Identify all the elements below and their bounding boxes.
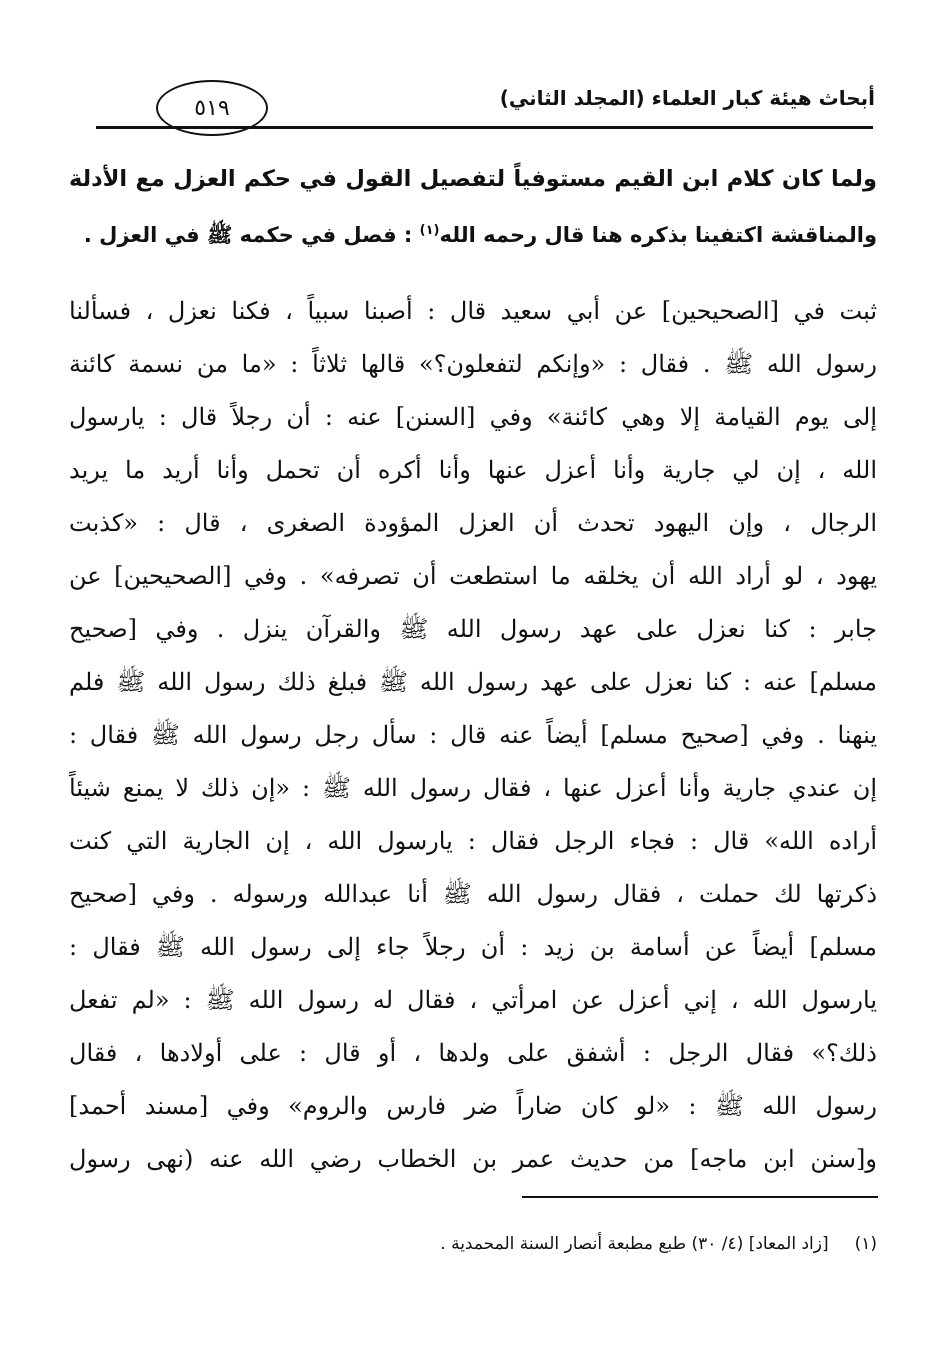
body-line: ينهنا . وفي [صحيح مسلم] أيضاً عنه قال : سأل رجل رسول الله ﷺ فقال : xyxy=(69,721,878,749)
footnote-number: (١) xyxy=(854,1234,877,1254)
intro-line-1: ولما كان كلام ابن القيم مستوفياً لتفصيل القول في حكم العزل مع الأدلة xyxy=(69,166,877,192)
body-line: الرجال ، وإن اليهود تحدث أن العزل المؤودة الصغرى ، قال : «كذبت xyxy=(69,509,877,537)
body-line: رسول الله ﷺ . فقال : «وإنكم لتفعلون؟» قالها ثلاثاً : «ما من نسمة كائنة xyxy=(69,350,877,378)
body-line: الله ، إن لي جارية وأنا أعزل عنها وأنا أكره أن تحمل وأنا أريد ما يريد xyxy=(69,456,877,484)
body-line: مسلم] أيضاً عن أسامة بن زيد : أن رجلاً جاء إلى رسول الله ﷺ فقال : xyxy=(69,933,877,961)
body-line: أراده الله» قال : فجاء الرجل فقال : يارسول الله ، إن الجارية التي كنت xyxy=(69,827,877,855)
body-line: و[سنن ابن ماجه] من حديث عمر بن الخطاب رضي الله عنه (نهى رسول xyxy=(69,1145,877,1173)
body-line: يهود ، لو أراد الله أن يخلقه ما استطعت أن تصرفه» . وفي [الصحيحين] عن xyxy=(69,562,877,590)
body-line: ذكرتها لك حملت ، فقال رسول الله ﷺ أنا عبدالله ورسوله . وفي [صحيح xyxy=(69,880,878,908)
body-line: إن عندي جارية وأنا أعزل عنها ، فقال رسول الله ﷺ : «إن ذلك لا يمنع شيئاً xyxy=(69,774,877,802)
intro-line-2 xyxy=(69,210,877,252)
footnote xyxy=(440,1234,877,1254)
body-line: رسول الله ﷺ : «لو كان ضاراً ضر فارس والروم» وفي [مسند أحمد] xyxy=(69,1092,877,1120)
footnote-reference: (١) xyxy=(419,223,440,238)
body-line: مسلم] عنه : كنا نعزل على عهد رسول الله ﷺ فبلغ ذلك رسول الله ﷺ فلم xyxy=(69,668,877,696)
body-line: جابر : كنا نعزل على عهد رسول الله ﷺ والقرآن ينزل . وفي [صحيح xyxy=(69,615,877,643)
footnote-text: [زاد المعاد] (٤/ ٣٠) طبع مطبعة أنصار السنة المحمدية . xyxy=(440,1234,829,1254)
page-number: ٥١٩ xyxy=(194,95,230,121)
intro-line-2-text: والمناقشة اكتفينا بذكره هنا قال رحمه الله xyxy=(439,223,877,247)
footnote-separator xyxy=(522,1196,878,1198)
intro-line-2-heading: : فصل في حكمه ﷺ في العزل . xyxy=(83,223,420,247)
body-line: يارسول الله ، إني أعزل عن امرأتي ، فقال له رسول الله ﷺ : «لم تفعل xyxy=(69,986,877,1014)
body-line: إلى يوم القيامة إلا وهي كائنة» وفي [السنن] عنه : أن رجلاً قال : يارسول xyxy=(69,403,877,431)
body-line: ذلك؟» فقال الرجل : أشفق على ولدها ، أو قال : على أولادها ، فقال xyxy=(69,1039,877,1067)
header-rule xyxy=(96,126,873,129)
body-line: ثبت في [الصحيحين] عن أبي سعيد قال : أصبنا سبياً ، فكنا نعزل ، فسألنا xyxy=(69,297,877,325)
running-header-title: أبحاث هيئة كبار العلماء (المجلد الثاني) xyxy=(499,86,875,110)
